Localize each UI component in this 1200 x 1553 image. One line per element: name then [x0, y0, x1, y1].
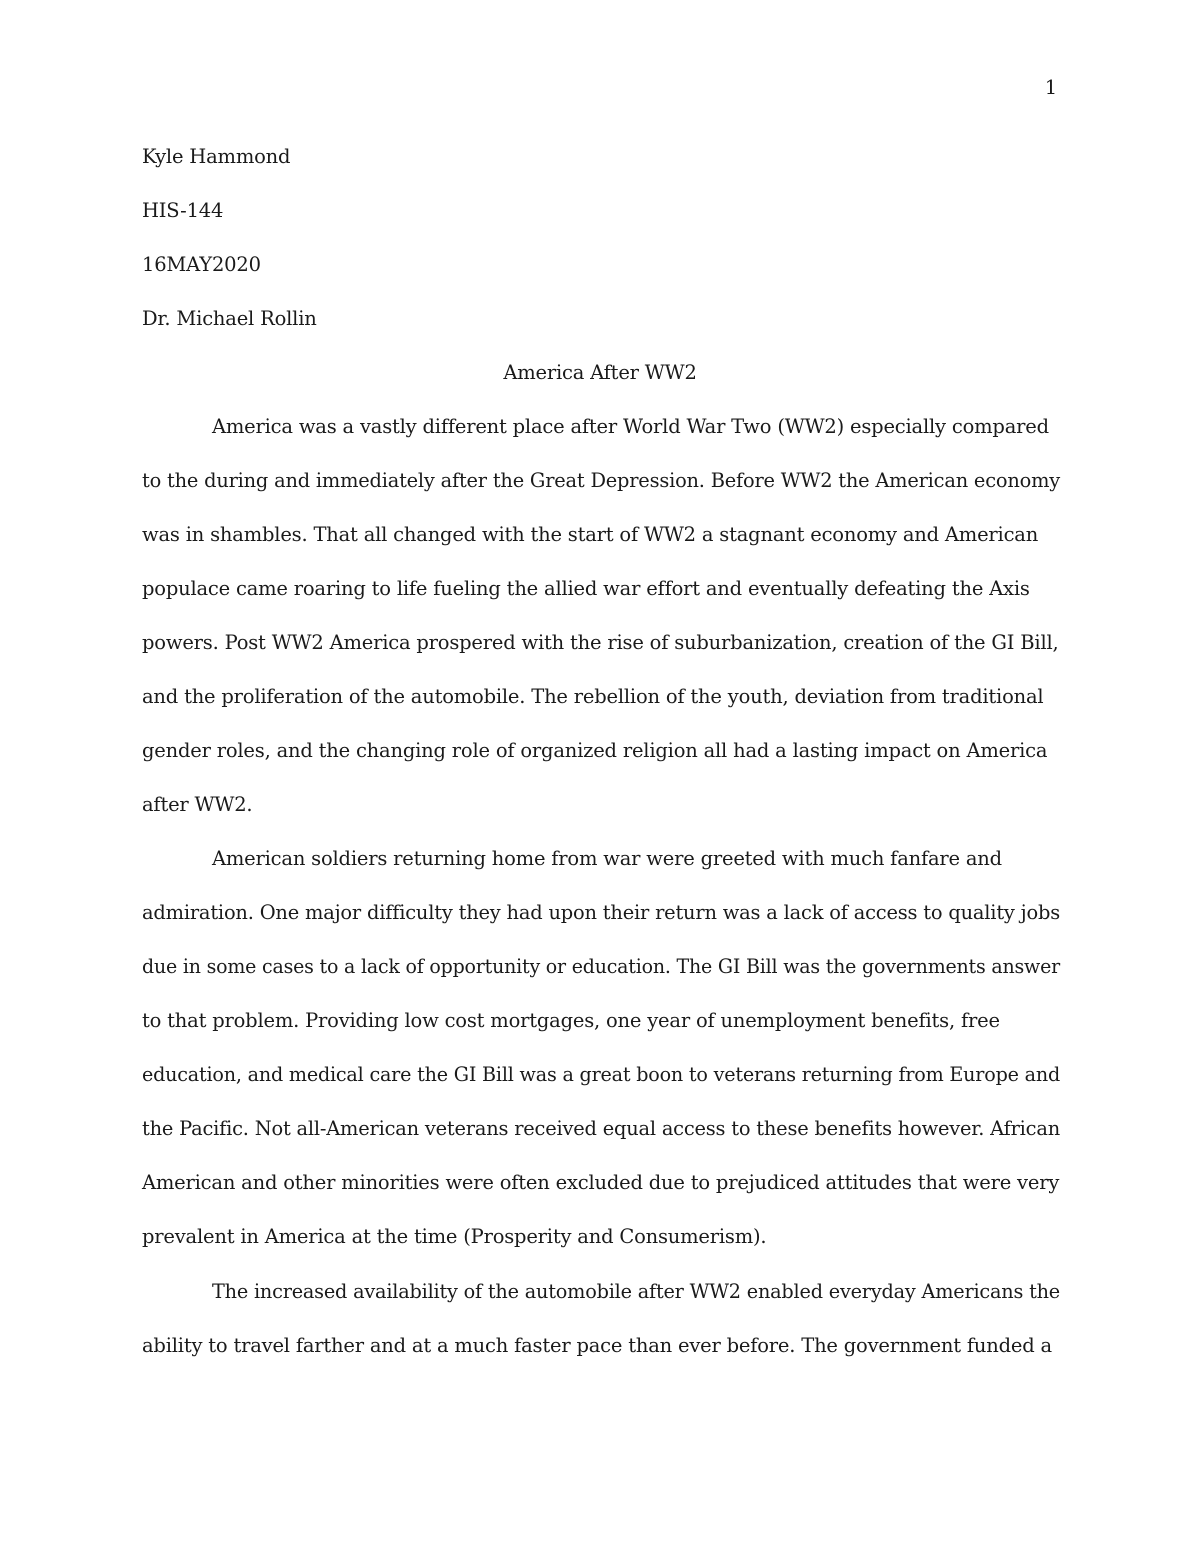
paragraph-line: was in shambles. That all changed with the start of WW2 a stagnant economy and American — [142, 523, 1039, 546]
page-number: 1 — [1044, 76, 1057, 99]
paragraph-line: and the proliferation of the automobile. The rebellion of the youth, deviation from traditional — [142, 685, 1044, 708]
paragraph-line: due in some cases to a lack of opportunity or education. The GI Bill was the governments answer — [142, 955, 1060, 978]
paragraph-line: admiration. One major difficulty they had upon their return was a lack of access to quality jobs — [142, 901, 1060, 924]
author-name: Kyle Hammond — [142, 145, 291, 168]
paragraph-line: ability to travel farther and at a much faster pace than ever before. The government funded a — [142, 1334, 1052, 1357]
paragraph-line: populace came roaring to life fueling the allied war effort and eventually defeating the Axis — [142, 577, 1030, 600]
paragraph-line: to the during and immediately after the Great Depression. Before WW2 the American economy — [142, 469, 1060, 492]
paragraph-line: American soldiers returning home from war were greeted with much fanfare and — [212, 847, 1002, 870]
paragraph-line: the Pacific. Not all-American veterans received equal access to these benefits however. African — [142, 1117, 1060, 1140]
course-code: HIS-144 — [142, 199, 224, 222]
instructor-name: Dr. Michael Rollin — [142, 307, 317, 330]
paragraph-line: gender roles, and the changing role of organized religion all had a lasting impact on America — [142, 739, 1048, 762]
paragraph-line: prevalent in America at the time (Prosperity and Consumerism). — [142, 1225, 767, 1248]
paragraph-line: to that problem. Providing low cost mortgages, one year of unemployment benefits, free — [142, 1009, 1000, 1032]
paragraph-line: American and other minorities were often excluded due to prejudiced attitudes that were very — [142, 1171, 1060, 1194]
page-title: America After WW2 — [503, 361, 697, 384]
submission-date: 16MAY2020 — [142, 253, 261, 276]
paragraph-line: The increased availability of the automobile after WW2 enabled everyday Americans the — [212, 1280, 1060, 1303]
paragraph-line: powers. Post WW2 America prospered with the rise of suburbanization, creation of the GI Bill, — [142, 631, 1059, 654]
paragraph-line: America was a vastly different place after World War Two (WW2) especially compared — [212, 415, 1049, 438]
paragraph-line: education, and medical care the GI Bill was a great boon to veterans returning from Europe and — [142, 1063, 1060, 1086]
paragraph-line: after WW2. — [142, 793, 253, 816]
